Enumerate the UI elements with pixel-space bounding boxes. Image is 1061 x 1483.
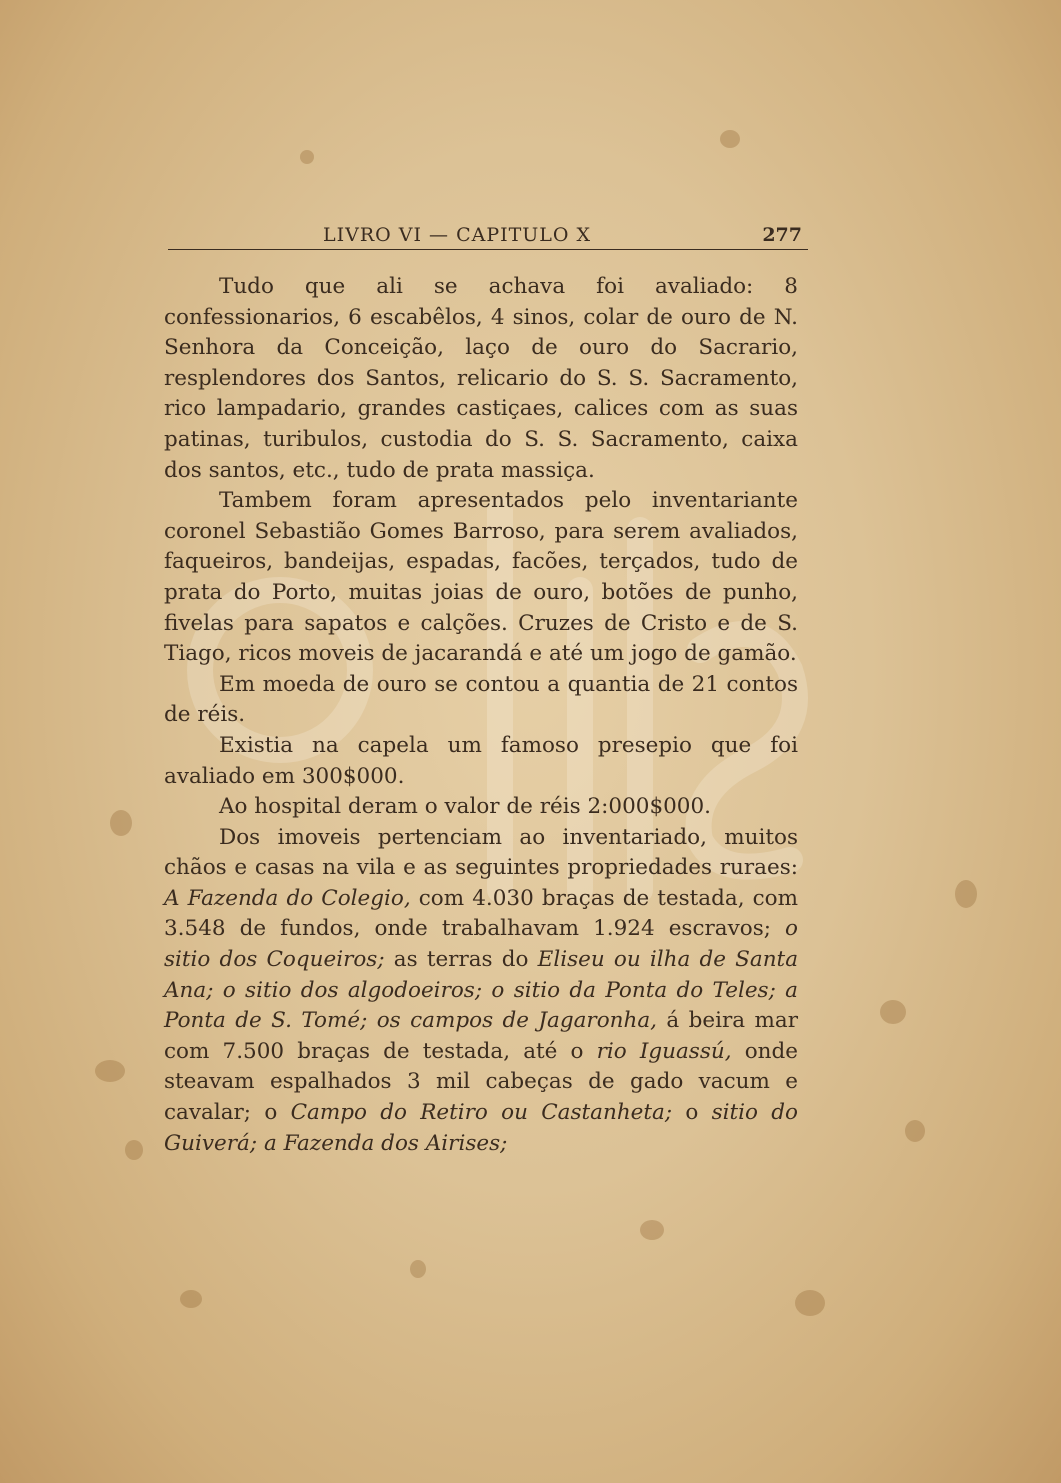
text-run: as terras do — [384, 947, 538, 973]
paragraph — [164, 670, 798, 731]
age-spot — [880, 1000, 906, 1024]
italic-text-run: Campo do Retiro ou Castanheta; — [290, 1100, 673, 1126]
age-spot — [95, 1060, 125, 1082]
age-spot — [955, 880, 977, 908]
italic-text-run: A Fazenda do Colegio, — [164, 885, 411, 911]
age-spot — [640, 1220, 664, 1240]
paragraph — [164, 272, 798, 486]
text-run: Dos imoveis pertenciam ao inventariado, muitos chãos e casas na vila e as seguintes propriedades ruraes: — [164, 824, 798, 881]
paragraph — [164, 823, 798, 1160]
age-spot — [180, 1290, 202, 1308]
age-spot — [720, 130, 740, 148]
age-spot — [905, 1120, 925, 1142]
text-run: Em moeda de ouro se contou a quantia de 21 contos de réis. — [164, 671, 798, 728]
text-run: á beira mar com 7.500 braças de testada, até o — [164, 1008, 798, 1064]
italic-text-run: rio Iguassú, — [596, 1038, 732, 1064]
text-run: Existia na capela um famoso presepio que foi avaliado em 300$000. — [164, 732, 798, 789]
italic-text-run: o sitio dos Coqueiros; — [164, 916, 798, 973]
text-run: o — [672, 1100, 712, 1126]
running-title: LIVRO VI — CAPITULO X — [323, 224, 592, 246]
text-run: Ao hospital deram o valor de réis 2:000$000. — [219, 794, 711, 820]
text-run: com 4.030 braças de testada, com 3.548 de fundos, onde trabalhavam 1.924 escravos; — [164, 885, 799, 942]
age-spot — [795, 1290, 825, 1316]
paragraph — [164, 486, 798, 670]
text-run: Tambem foram apresentados pelo inventariante coronel Sebastião Gomes Barroso, para serem avaliados, faqueiros, bandeijas, espadas, facões, terçados, tudo de prata do Porto, muitas joias de ouro, botões de punho, fivelas para sapatos e calções. Cruzes de Cristo e de S. Tiago, ricos moveis de jacarandá e até um jogo de gamão. — [164, 488, 798, 667]
age-spot — [125, 1140, 143, 1160]
body-text — [164, 272, 798, 1159]
running-header — [168, 221, 808, 251]
text-run: Tudo que ali se achava foi avaliado: 8 confessionarios, 6 escabêlos, 4 sinos, colar de ouro de N. Senhora da Conceição, laço de ouro do Sacrario, resplendores dos Santos, relicario do S. S. Sacramento, rico lampadario, grandes castiçaes, calices com as suas patinas, turibulos, custodia do S. S. Sacramento, caixa dos santos, etc., tudo de prata massiça. — [164, 274, 798, 483]
header-rule — [168, 249, 808, 250]
paragraph — [164, 731, 798, 792]
age-spot — [300, 150, 314, 164]
age-spot — [110, 810, 132, 836]
paragraph — [164, 792, 798, 823]
italic-text-run: sitio do Guiverá; a Fazenda dos Airises; — [164, 1100, 798, 1156]
page-number: 277 — [762, 224, 802, 246]
italic-text-run: Eliseu ou ilha de Santa Ana; o sitio dos algodoeiros; o sitio da Ponta do Teles; a Ponta de S. Tomé; os campos de Jagaronha, — [164, 947, 799, 1034]
age-spot — [410, 1260, 426, 1278]
text-run: onde steavam espalhados 3 mil cabeças de gado vacum e cavalar; o — [164, 1038, 798, 1126]
